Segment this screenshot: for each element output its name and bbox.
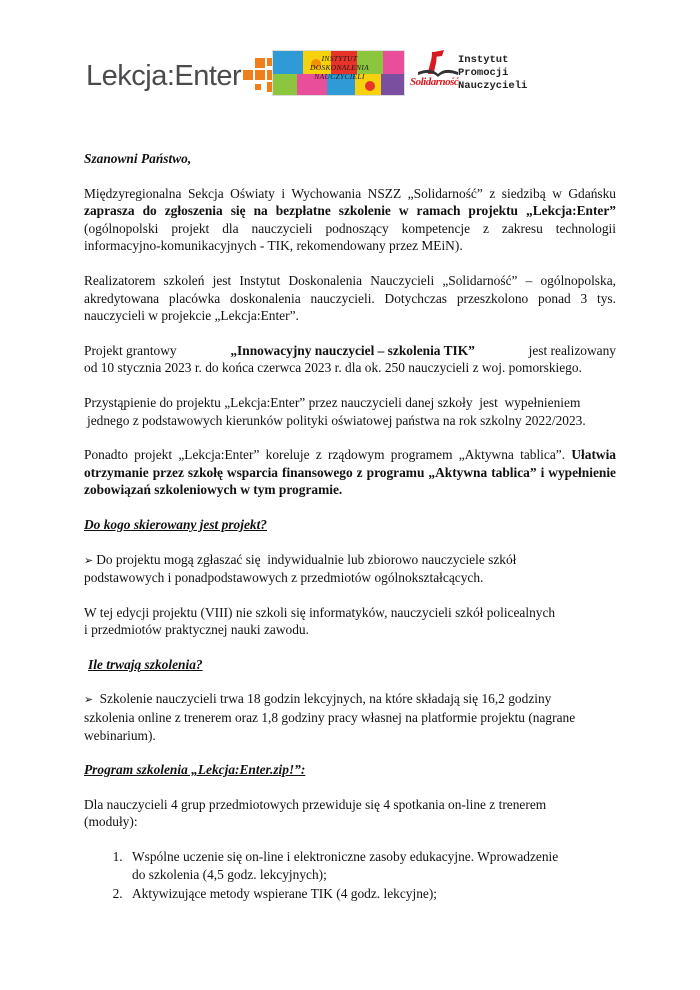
- paragraph-invitation: Międzyregionalna Sekcja Oświaty i Wychowania NSZZ „Solidarność” z siedzibą w Gdańsku zaprasza do zgłoszenia się na bezpłatne szkolenie w ramach projektu „Lekcja:Enter” (ogólnopolski projekt dla nauczycieli podnoszący kompetencje z zakresu technologii informacyjno-komunikacyjnych - TIK, rekomendowany przez MEiN).: [84, 185, 616, 254]
- paragraph-policy: Przystąpienie do projektu „Lekcja:Enter” przez nauczycieli danej szkoły jest wypełnieniem jednego z podstawowych kierunków polityki oświatowej państwa na rok szkolny 2022/2023.: [84, 394, 586, 428]
- idn-logo-text: INSTYTUT DOSKONALENIA NAUCZYCIELI: [309, 54, 370, 81]
- module-list: [98, 848, 616, 903]
- target-exclusion-note: W tej edycji projektu (VIII) nie szkoli się informatyków, nauczycieli szkół policealnych i przedmiotów praktycznej nauki zawodu.: [84, 604, 556, 638]
- heading-target-group: Do kogo skierowany jest projekt?: [84, 516, 268, 532]
- book-flag-icon: [414, 48, 462, 78]
- heading-program: Program szkolenia „Lekcja:Enter.zip!”:: [84, 762, 306, 778]
- paragraph-grant: Projekt grantowy „Innowacyjny nauczyciel – szkolenia TIK” jest realizowany od 10 stycznia 2023 r. do końca czerwca 2023 r. dla ok. 250 nauczycieli z woj. pomorskiego.: [84, 342, 616, 376]
- invitation-bold: zaprasza do zgłoszenia się na bezpłatne szkolenie w ramach projektu „Lekcja:Enter”: [84, 203, 616, 219]
- grant-title: „Innowacyjny nauczyciel – szkolenia TIK”: [230, 342, 475, 358]
- arrow-bullet-icon: ➢: [84, 553, 94, 567]
- list-item: 1. Wspólne uczenie się on-line i elektroniczne zasoby edukacyjne. Wprowadzenie do szkolenia (4,5 godz. lekcyjnych);: [126, 848, 616, 883]
- paragraph-aktywna-tablica: Ponadto projekt „Lekcja:Enter” koreluje z rządowym programem „Aktywna tablica”. Ułatwia otrzymanie przez szkołę wsparcia finansowego z programu „Aktywna tablica” i wypełnienie zobowiązań szkoleniowych w tym programie.: [84, 447, 616, 498]
- arrow-bullet-icon: ➢: [84, 693, 94, 707]
- letter-body: [84, 150, 616, 905]
- paragraph-organizer: Realizatorem szkoleń jest Instytut Doskonalenia Nauczycieli „Solidarność” – ogólnopolska, akredytowana placówka doskonalenia nauczycieli. Dotychczas przeszkolono ponad 3 tys. nauczycieli w projekcie „Lekcja:Enter”.: [84, 272, 616, 324]
- ipn-name: Instytut Promocji Nauczycieli: [458, 54, 528, 92]
- duration-bullet: ➢ Szkolenie nauczycieli trwa 18 godzin lekcyjnych, na które składają się 16,2 godziny szkolenia online z trenerem oraz 1,8 godziny pracy własnej na platformie projektu (nagrane webinarium).: [84, 691, 576, 743]
- program-intro: Dla nauczycieli 4 grup przedmiotowych przewiduje się 4 spotkania on-line z trenerem (moduły):: [84, 796, 547, 830]
- idn-puzzle-logo: [272, 50, 405, 96]
- lekcja-enter-logo: [86, 54, 301, 98]
- letterhead: [0, 44, 700, 104]
- ipn-solidarnosc-logo: [408, 48, 548, 100]
- heading-duration: Ile trwają szkolenia?: [88, 656, 203, 672]
- greeting: Szanowni Państwo,: [84, 151, 192, 166]
- lekcja-enter-wordmark: Lekcja:Enter: [86, 60, 242, 92]
- list-item: 2. Aktywizujące metody wspierane TIK (4 godz. lekcyjne);: [126, 885, 616, 903]
- aktywna-tablica-bold: Ułatwia otrzymanie przez szkołę wsparcia finansowego z programu „Aktywna tablica” i wypełnienie zobowiązań szkoleniowych w tym programie.: [84, 447, 616, 498]
- target-bullet: ➢ Do projektu mogą zgłaszać się indywidualnie lub zbiorowo nauczyciele szkół podstawowych i ponadpodstawowych z przedmiotów ogólnokształcących.: [84, 551, 517, 586]
- solidarnosc-wordmark: Solidarność: [410, 76, 459, 88]
